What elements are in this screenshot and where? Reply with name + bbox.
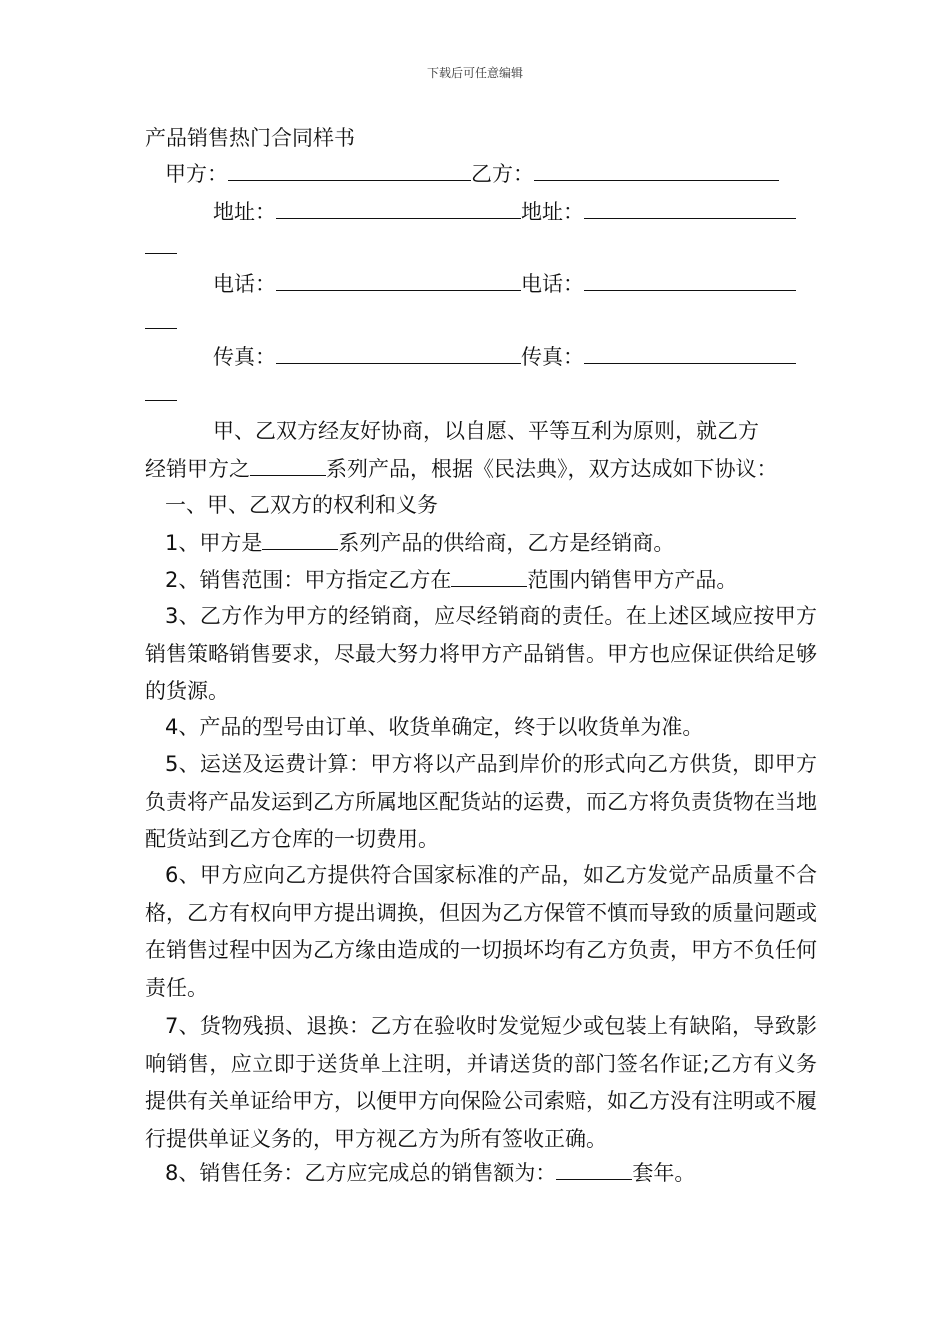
fax-b-blank[interactable] <box>584 341 796 364</box>
intro-text-before-blank: 经销甲方之 <box>145 457 250 481</box>
address-b-blank[interactable] <box>584 196 796 219</box>
clause-1 <box>165 527 674 558</box>
phone-line <box>213 268 796 299</box>
intro-line-2 <box>145 453 778 484</box>
phone-a-label: 电话： <box>213 272 276 296</box>
address-b-label: 地址： <box>521 200 584 224</box>
party-b-label: 乙方： <box>471 162 534 186</box>
party-a-blank[interactable] <box>228 158 471 181</box>
clause-2 <box>165 564 737 595</box>
address-blank-continuation <box>145 253 177 254</box>
address-line <box>213 196 796 227</box>
address-a-blank[interactable] <box>276 196 521 219</box>
clause-7: 7、货物残损、退换：乙方在验收时发觉短少或包装上有缺陷，导致影响销售，应立即于送货单上注明，并请送货的部门签名作证;乙方有义务提供有关单证给甲方，以便甲方向保险公司索赔，如乙方没有注明或不履行提供单证义务的，甲方视乙方为所有签收正确。 <box>145 1014 817 1151</box>
fax-a-label: 传真： <box>213 345 276 369</box>
clause-1-text-a: 1、甲方是 <box>165 531 263 555</box>
page-header: 下载后可任意编辑 <box>426 66 523 80</box>
clause-5: 5、运送及运费计算：甲方将以产品到岸价的形式向乙方供货，即甲方负责将产品发运到乙方所属地区配货站的运费，而乙方将负责货物在当地配货站到乙方仓库的一切费用。 <box>145 752 817 852</box>
party-line <box>165 158 779 189</box>
clause-1-blank[interactable] <box>262 527 338 550</box>
phone-b-label: 电话： <box>521 272 584 296</box>
fax-line <box>213 341 796 372</box>
fax-blank-continuation <box>145 400 177 401</box>
party-b-blank[interactable] <box>534 158 779 181</box>
sales-target-blank[interactable] <box>556 1157 632 1180</box>
clause-8 <box>165 1157 695 1188</box>
section-heading: 一、甲、乙双方的权利和义务 <box>165 493 438 517</box>
party-a-label: 甲方： <box>165 162 228 186</box>
clause-2-text-b: 范围内销售甲方产品。 <box>527 568 738 592</box>
phone-b-blank[interactable] <box>584 268 796 291</box>
address-a-label: 地址： <box>213 200 276 224</box>
intro-line-1: 甲、乙双方经友好协商，以自愿、平等互利为原则，就乙方 <box>213 419 759 443</box>
fax-b-label: 传真： <box>521 345 584 369</box>
clause-8-text-a: 8、销售任务：乙方应完成总的销售额为： <box>165 1161 557 1185</box>
product-series-blank[interactable] <box>250 453 326 476</box>
phone-a-blank[interactable] <box>276 268 521 291</box>
clause-8-text-b: 套年。 <box>632 1161 696 1185</box>
clause-3: 3、乙方作为甲方的经销商，应尽经销商的责任。在上述区域应按甲方销售策略销售要求，尽最大努力将甲方产品销售。甲方也应保证供给足够的货源。 <box>145 604 817 704</box>
clause-2-blank[interactable] <box>451 564 527 587</box>
clause-6: 6、甲方应向乙方提供符合国家标准的产品，如乙方发觉产品质量不合格，乙方有权向甲方提出调换，但因为乙方保管不慎而导致的质量问题或在销售过程中因为乙方缘由造成的一切损坏均有乙方负责，甲方不负任何责任。 <box>145 863 817 1000</box>
intro-text-after-blank: 系列产品，根据《民法典》，双方达成如下协议： <box>326 457 778 481</box>
clause-4: 4、产品的型号由订单、收货单确定，终于以收货单为准。 <box>165 715 704 739</box>
clause-1-text-b: 系列产品的供给商，乙方是经销商。 <box>338 531 675 555</box>
clause-2-text-a: 2、销售范围：甲方指定乙方在 <box>165 568 452 592</box>
document-title: 产品销售热门合同样书 <box>145 126 355 150</box>
phone-blank-continuation <box>145 328 177 329</box>
fax-a-blank[interactable] <box>276 341 521 364</box>
